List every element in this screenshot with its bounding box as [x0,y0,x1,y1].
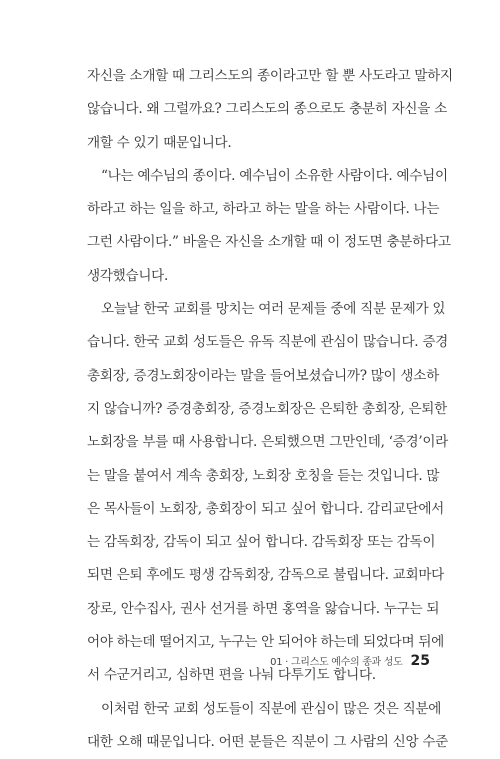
running-head: 01 · 그리스도 예수의 종과 성도 [270,657,403,668]
text-line: 그런 사람이다.” 바울은 자신을 소개할 때 이 정도면 충분하다고 [87,234,451,251]
text-line: 이처럼 한국 교회 성도들이 직분에 관심이 많은 것은 직분에 [101,700,442,717]
text-line: 는 감독회장, 감독이 되고 싶어 합니다. 감독회장 또는 감독이 [87,534,436,551]
text-line: 은 목사들이 노회장, 총회장이 되고 싶어 합니다. 감리교단에서 [87,500,444,517]
text-line: 자신을 소개할 때 그리스도의 종이라고만 할 뿐 사도라고 말하지 [87,68,453,84]
text-line: “나는 예수님의 종이다. 예수님이 소유한 사람이다. 예수님이 [101,167,448,184]
text-line: 습니다. 한국 교회 성도들은 유독 직분에 관심이 많습니다. 증경 [87,334,448,351]
text-line: 총회장, 증경노회장이라는 말을 들어보셨습니까? 많이 생소하 [87,367,439,384]
text-line: 개할 수 있기 때문입니다. [87,134,232,151]
page-footer [270,653,430,673]
text-line: 장로, 안수집사, 권사 선거를 하면 홍역을 앓습니다. 누구는 되 [87,600,440,617]
page-number: 25 [410,653,430,669]
text-line: 되면 은퇴 후에도 평생 감독회장, 감독으로 불립니다. 교회마다 [87,567,444,584]
text-line: 오늘날 한국 교회를 망치는 여러 문제들 중에 직분 문제가 있 [101,301,446,318]
text-line: 않습니다. 왜 그럴까요? 그리스도의 종으로도 충분히 자신을 소 [87,101,447,118]
text-line: 는 말을 붙여서 계속 총회장, 노회장 호칭을 듣는 것입니다. 많 [87,467,440,484]
text-line: 노회장을 부를 때 사용합니다. 은퇴했으면 그만인데, ‘증경’이라 [87,434,448,451]
text-line: 하라고 하는 일을 하고, 하라고 하는 말을 하는 사람이다. 나는 [87,201,440,218]
text-line: 서 수군거리고, 심하면 편을 나눠 다투기도 합니다. [87,667,376,684]
text-line: 어야 하는데 떨어지고, 누구는 안 되어야 하는데 되었다며 뒤에 [87,634,444,651]
text-line: 생각했습니다. [87,267,169,284]
text-line: 지 않습니까? 증경총회장, 증경노회장은 은퇴한 총회장, 은퇴한 [87,400,447,417]
text-line: 대한 오해 때문입니다. 어떤 분들은 직분이 그 사람의 신앙 수준 [87,733,448,750]
